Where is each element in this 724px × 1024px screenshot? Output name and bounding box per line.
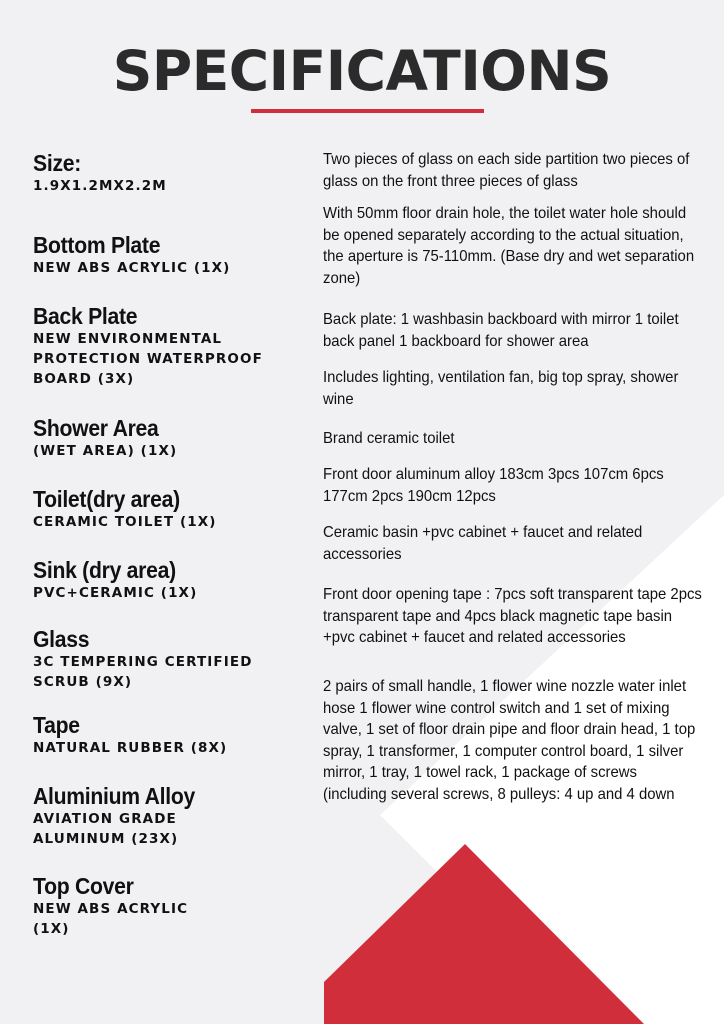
spec-value: NEW ABS ACRYLIC (1X) [33,901,189,937]
spec-label: Glass [33,626,90,652]
spec-bottom-plate [33,232,303,278]
spec-label: Tape [33,712,80,738]
spec-value: PVC+CERAMIC (1X) [33,585,198,601]
spec-value: (WET AREA) (1X) [33,443,178,459]
spec-value: AVIATION GRADE ALUMINUM (23X) [33,811,179,847]
spec-label: Aluminium Alloy [33,783,196,809]
description-shower: Includes lighting, ventilation fan, big top spray, shower wine [323,369,679,408]
spec-aluminium-alloy [33,783,233,849]
spec-top-cover [33,873,213,939]
spec-value: NATURAL RUBBER (8X) [33,740,228,756]
spec-sink [33,557,303,603]
description-back-plate: Back plate: 1 washbasin backboard with mirror 1 toilet back panel 1 backboard for shower area [323,311,679,350]
spec-label: Shower Area [33,415,159,441]
spec-back-plate [33,303,283,389]
description-bottom-plate: With 50mm floor drain hole, the toilet water hole should be opened separately according to the actual situation, the aperture is 75-110mm. (Base dry and wet separation zone) [323,205,695,287]
description-glass: Two pieces of glass on each side partition two pieces of glass on the front three pieces of glass [323,151,690,190]
spec-size [33,150,303,196]
description-aluminium: Front door aluminum alloy 183cm 3pcs 107cm 6pcs 177cm 2pcs 190cm 12pcs [323,466,664,505]
spec-value: 1.9X1.2MX2.2M [33,178,167,194]
spec-label: Back Plate [33,303,138,329]
spec-value: CERAMIC TOILET (1X) [33,514,217,530]
spec-value: 3C TEMPERING CERTIFIED SCRUB (9X) [33,654,253,690]
spec-label: Top Cover [33,873,134,899]
spec-tape [33,712,303,758]
spec-shower-area [33,415,303,461]
page-title: SPECIFICATIONS [112,39,612,103]
description-tape: Front door opening tape : 7pcs soft transparent tape 2pcs transparent tape and 4pcs black magnetic tape basin +pvc cabinet + faucet and related accessories [323,586,702,646]
title-underline [251,109,484,113]
spec-label: Toilet(dry area) [33,486,180,512]
spec-value: NEW ABS ACRYLIC (1X) [33,260,231,276]
spec-value: NEW ENVIRONMENTAL PROTECTION WATERPROOF BOARD (3X) [33,331,263,387]
description-accessories: 2 pairs of small handle, 1 flower wine nozzle water inlet hose 1 flower wine control switch and 1 set of mixing valve, 1 set of floor drain pipe and floor drain head, 1 top spray, 1 transformer, 1 computer control board, 1 silver mirror, 1 tray, 1 towel rack, 1 package of screws (including several screws, 8 pulleys: 4 up and 4 down [323,678,696,803]
description-sink: Ceramic basin +pvc cabinet + faucet and related accessories [323,524,643,563]
spec-label: Bottom Plate [33,232,161,258]
spec-label: Sink (dry area) [33,557,176,583]
description-toilet: Brand ceramic toilet [323,430,455,447]
spec-label: Size: [33,150,82,176]
spec-toilet [33,486,303,532]
spec-glass [33,626,263,692]
